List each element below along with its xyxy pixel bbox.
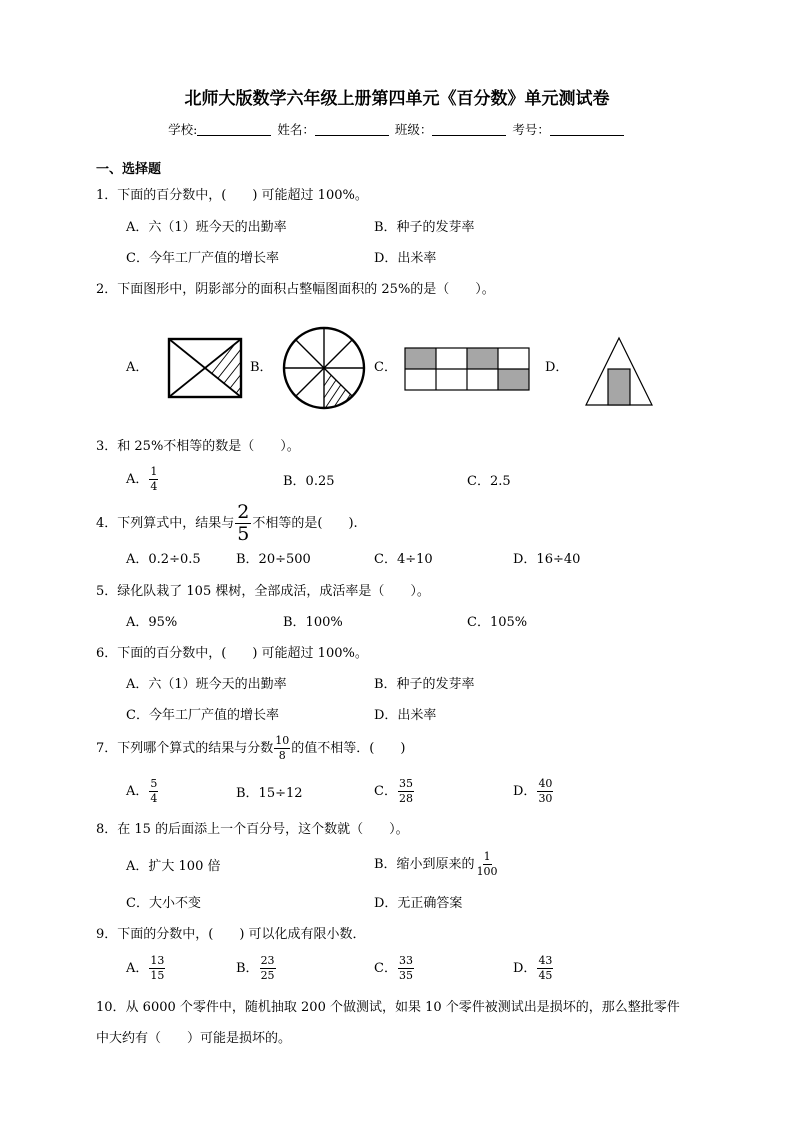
question-6-option-c[interactable]: C．今年工厂产值的增长率 — [126, 708, 279, 723]
question-8-option-b[interactable]: B．缩小到原来的 $\frac{1}{100}$ — [374, 850, 498, 878]
question-7-option-a[interactable]: A． $\frac{5}{4}$ — [126, 777, 158, 805]
question-9-option-d[interactable]: D． $\frac{43}{45}$ — [513, 954, 553, 982]
question-5-option-b[interactable]: B．100% — [283, 615, 343, 630]
question-6-option-b[interactable]: B．种子的发芽率 — [374, 677, 475, 692]
question-9-option-c[interactable]: C． $\frac{33}{35}$ — [374, 954, 413, 982]
name-label: 姓名： — [277, 122, 315, 137]
question-2-option-d[interactable]: D． — [545, 360, 569, 375]
question-5-option-a[interactable]: A．95% — [126, 615, 178, 630]
question-8-option-c[interactable]: C．大小不变 — [126, 896, 201, 911]
exam-no-blank[interactable] — [550, 123, 624, 136]
question-9-option-d-fraction: $\frac{43}{45}$ — [538, 954, 553, 982]
question-8-stem: 8．在 15 的后面添上一个百分号，这个数就（ ）。 — [96, 822, 409, 837]
question-4-option-d[interactable]: D．16÷40 — [513, 552, 581, 567]
question-3-option-c[interactable]: C．2.5 — [467, 474, 511, 489]
question-7-option-b[interactable]: B．15÷12 — [236, 786, 303, 801]
school-label: 学校: — [168, 122, 198, 137]
section-title: 一、选择题 — [96, 162, 162, 177]
question-1-option-c[interactable]: C．今年工厂产值的增长率 — [126, 251, 279, 266]
question-9-option-b[interactable]: B． $\frac{23}{25}$ — [236, 954, 275, 982]
question-9-option-a[interactable]: A． $\frac{13}{15}$ — [126, 954, 165, 982]
question-9-stem: 9．下面的分数中，( ) 可以化成有限小数． — [96, 927, 366, 942]
question-7-option-d[interactable]: D． $\frac{40}{30}$ — [513, 777, 553, 805]
question-7-option-c-fraction: $\frac{35}{28}$ — [398, 777, 413, 805]
figure-b-circle — [282, 326, 366, 410]
question-5-option-c[interactable]: C．105% — [467, 615, 528, 630]
question-1-stem: 1．下面的百分数中，( ) 可能超过 100%。 — [96, 188, 368, 203]
question-8-option-b-fraction: $\frac{1}{100}$ — [476, 850, 498, 878]
class-label: 班级： — [394, 122, 433, 137]
question-3-option-a-label: A． — [126, 472, 149, 487]
figure-a-rectangle — [166, 336, 244, 400]
question-7-option-d-fraction: $\frac{40}{30}$ — [538, 777, 553, 805]
question-1-option-a[interactable]: A．六（1）班今天的出勤率 — [126, 220, 287, 235]
figure-d-triangle — [582, 335, 656, 409]
question-3-option-a-fraction: $\frac{1}{4}$ — [150, 465, 158, 493]
question-2-option-b[interactable]: B． — [250, 360, 273, 375]
question-10-stem-line-1: 10．从 6000 个零件中，随机抽取 200 个做测试，如果 10 个零件被测试出是损坏的，那么整批零件 — [96, 1000, 680, 1015]
name-blank[interactable] — [315, 123, 389, 136]
question-9-option-c-fraction: $\frac{33}{35}$ — [398, 954, 413, 982]
exam-no-label: 考号： — [512, 122, 550, 137]
question-4-fraction: $\frac{2}{5}$ — [237, 501, 250, 545]
question-7-option-c[interactable]: C． $\frac{35}{28}$ — [374, 777, 413, 805]
question-1-option-b[interactable]: B．种子的发芽率 — [374, 220, 475, 235]
question-8-option-d[interactable]: D．无正确答案 — [374, 896, 463, 911]
question-7-stem: 7．下列哪个算式的结果与分数 $\frac{10}{8}$ 的值不相等．( ) — [96, 734, 406, 762]
question-1-option-d[interactable]: D．出米率 — [374, 251, 437, 266]
question-4-option-c[interactable]: C．4÷10 — [374, 552, 433, 567]
question-2-option-a[interactable]: A． — [126, 360, 149, 375]
question-6-stem: 6．下面的百分数中，( ) 可能超过 100%。 — [96, 646, 368, 661]
question-4-stem: 4．下列算式中，结果与 $\frac{2}{5}$ 不相等的是( ). — [96, 501, 358, 545]
page-title: 北师大版数学六年级上册第四单元《百分数》单元测试卷 — [184, 89, 610, 109]
question-4-option-a[interactable]: A．0.2÷0.5 — [126, 552, 201, 567]
school-blank[interactable] — [197, 123, 271, 136]
student-info-line — [0, 123, 794, 137]
question-9-option-a-fraction: $\frac{13}{15}$ — [150, 954, 165, 982]
figure-c-grid — [403, 346, 533, 392]
question-5-stem: 5．绿化队栽了 105 棵树，全部成活，成活率是（ ）。 — [96, 584, 430, 599]
question-3-stem: 3．和 25%不相等的数是（ ）。 — [96, 439, 300, 454]
question-6-option-a[interactable]: A．六（1）班今天的出勤率 — [126, 677, 287, 692]
question-7-fraction: $\frac{10}{8}$ — [275, 734, 290, 762]
question-10-stem-line-2: 中大约有（ ）可能是损坏的。 — [96, 1031, 292, 1046]
question-9-option-b-fraction: $\frac{23}{25}$ — [260, 954, 275, 982]
question-2-option-c[interactable]: C． — [374, 360, 397, 375]
question-8-option-a[interactable]: A．扩大 100 倍 — [126, 859, 221, 874]
question-4-option-b[interactable]: B．20÷500 — [236, 552, 311, 567]
class-blank[interactable] — [432, 123, 506, 136]
question-2-stem: 2．下面图形中，阴影部分的面积占整幅图面积的 25%的是（ ）。 — [96, 282, 495, 297]
question-6-option-d[interactable]: D．出米率 — [374, 708, 437, 723]
question-3-option-a[interactable] — [126, 465, 159, 495]
question-3-option-b[interactable]: B．0.25 — [283, 474, 335, 489]
question-7-option-a-fraction: $\frac{5}{4}$ — [150, 777, 158, 805]
